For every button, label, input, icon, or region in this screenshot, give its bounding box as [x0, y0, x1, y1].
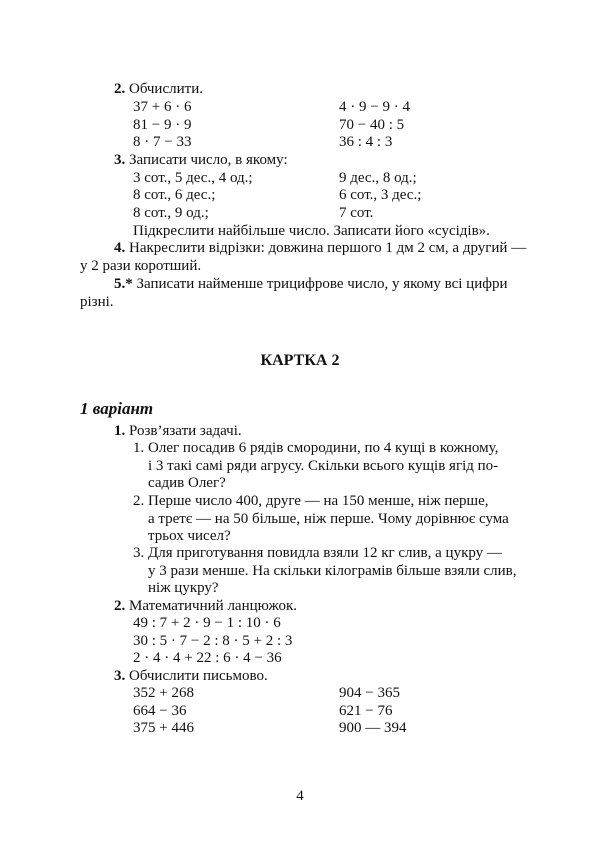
chain-expression: 30 : 5 · 7 − 2 : 8 · 5 + 2 : 3 — [133, 633, 293, 649]
written-calc: 904 − 365 — [339, 685, 400, 701]
task-3-heading — [114, 151, 288, 169]
problem-line: Перше число 400, друге — на 150 менше, ніж перше, — [148, 493, 489, 509]
card-title: КАРТКА 2 — [260, 352, 340, 369]
task-2-heading — [114, 80, 203, 98]
chain-expression: 2 · 4 · 4 + 22 : 6 · 4 − 36 — [133, 650, 282, 666]
task-number: 2. — [114, 81, 126, 97]
problem-number: 3. — [133, 545, 145, 561]
problem-number: 1. — [133, 440, 145, 456]
number-spec: 7 сот. — [339, 205, 374, 221]
written-calc: 352 + 268 — [133, 685, 194, 701]
chain-expression: 49 : 7 + 2 · 9 − 1 : 10 · 6 — [133, 615, 281, 631]
expression: 8 · 7 − 33 — [133, 134, 192, 150]
task-5-line2: різні. — [80, 294, 114, 310]
problem-line: садив Олег? — [148, 475, 226, 491]
c3-heading — [114, 667, 268, 685]
expression: 36 : 4 : 3 — [339, 134, 393, 150]
task-4-line2: у 2 рази коротший. — [80, 258, 202, 274]
number-spec: 6 сот., 3 дес.; — [339, 187, 422, 203]
page-number: 4 — [296, 788, 304, 804]
task-text: Математичний ланцюжок. — [129, 598, 297, 614]
problem-number: 2. — [133, 493, 145, 509]
c2-heading — [114, 597, 297, 615]
written-calc: 900 — 394 — [339, 720, 407, 736]
problem-line: у 3 рази менше. На скільки кілограмів більше взяли слив, — [148, 563, 517, 579]
problem-line: Олег посадив 6 рядів смородини, по 4 кущі в кожному, — [148, 440, 499, 456]
task-number: 5.* — [114, 276, 133, 292]
written-calc: 664 − 36 — [133, 703, 187, 719]
task-number: 2. — [114, 598, 126, 614]
task-text: Записати найменше трицифрове число, у якому всі цифри — [136, 276, 508, 292]
task-text: Записати число, в якому: — [129, 152, 288, 168]
expression: 4 · 9 − 9 · 4 — [339, 99, 410, 115]
problem-line: Для приготування повидла взяли 12 кг слив, а цукру — — [148, 545, 502, 561]
task-number: 3. — [114, 152, 126, 168]
problem-line: ніж цукру? — [148, 580, 219, 596]
task-note: Підкреслити найбільше число. Записати його «сусідів». — [133, 223, 490, 239]
expression: 70 − 40 : 5 — [339, 117, 405, 133]
written-calc: 375 + 446 — [133, 720, 194, 736]
number-spec: 8 сот., 9 од.; — [133, 205, 209, 221]
task-text: Обчислити письмово. — [129, 668, 268, 684]
number-spec: 8 сот., 6 дес.; — [133, 187, 216, 203]
task-number: 1. — [114, 423, 126, 439]
variant-title: 1 варіант — [80, 399, 154, 418]
written-calc: 621 − 76 — [339, 703, 393, 719]
task-text: Накреслити відрізки: довжина першого 1 дм 2 см, а другий — — [129, 240, 527, 256]
c1-heading — [114, 422, 242, 440]
number-spec: 9 дес., 8 од.; — [339, 170, 417, 186]
problem-line: і 3 такі самі ряди агрусу. Скільки всього кущів ягід по- — [148, 458, 499, 474]
task-5-line1 — [114, 275, 507, 293]
problem-line: а третє — на 50 більше, ніж перше. Чому дорівнює сума — [148, 511, 509, 527]
task-text: Обчислити. — [129, 81, 203, 97]
number-spec: 3 сот., 5 дес., 4 од.; — [133, 170, 253, 186]
task-number: 4. — [114, 240, 126, 256]
expression: 37 + 6 · 6 — [133, 99, 192, 115]
task-number: 3. — [114, 668, 126, 684]
task-text: Розв’язати задачі. — [129, 423, 242, 439]
problem-line: трьох чисел? — [148, 528, 231, 544]
expression: 81 − 9 · 9 — [133, 117, 192, 133]
task-4-line1 — [114, 239, 526, 257]
